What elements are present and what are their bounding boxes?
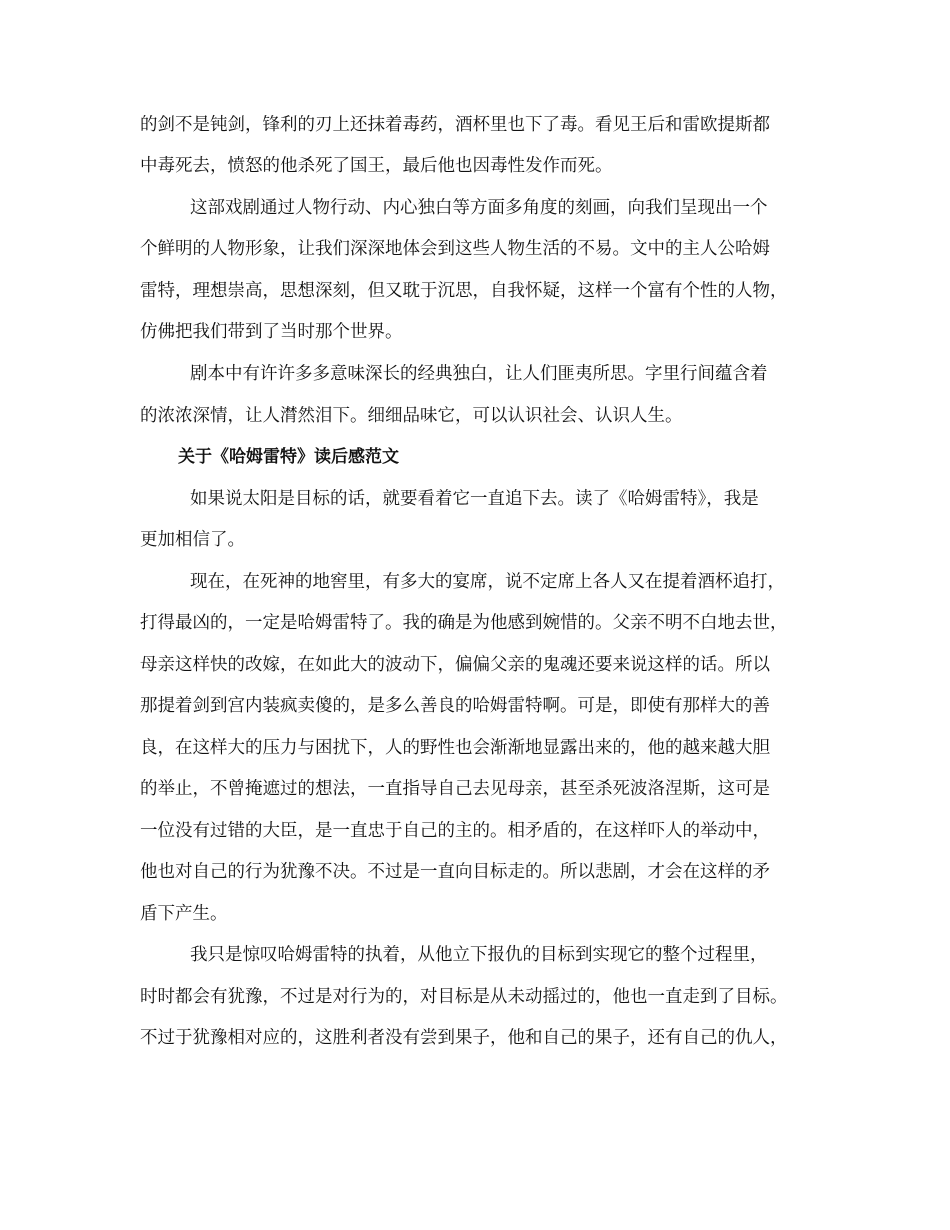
text-line: 打得最凶的，一定是哈姆雷特了。我的确是为他感到婉惜的。父亲不明不白地去世， <box>140 613 788 633</box>
text-line: 中毒死去，愤怒的他杀死了国王，最后他也因毒性发作而死。 <box>140 156 613 176</box>
text-line: 不过于犹豫相对应的，这胜利者没有尝到果子，他和自己的果子，还有自己的仇人， <box>140 1028 788 1048</box>
text-line: 他也对自己的行为犹豫不决。不过是一直向目标走的。所以悲剧，才会在这样的矛 <box>140 862 770 882</box>
section-heading: 关于《哈姆雷特》读后感范文 <box>178 447 399 467</box>
text-line: 时时都会有犹豫，不过是对行为的，对目标是从未动摇过的，他也一直走到了目标。 <box>140 987 788 1007</box>
text-line: 现在，在死神的地窖里，有多大的宴席，说不定席上各人又在提着酒杯追打， <box>190 572 785 592</box>
text-line: 母亲这样快的改嫁，在如此大的波动下，偏偏父亲的鬼魂还要来说这样的话。所以 <box>140 655 770 675</box>
text-line: 盾下产生。 <box>140 904 228 924</box>
text-line: 仿佛把我们带到了当时那个世界。 <box>140 322 403 342</box>
text-line: 这部戏剧通过人物行动、内心独白等方面多角度的刻画，向我们呈现出一个 <box>190 198 768 218</box>
text-line: 剧本中有许许多多意味深长的经典独白，让人们匪夷所思。字里行间蕴含着 <box>190 364 768 384</box>
text-line: 的举止，不曾掩遮过的想法，一直指导自己去见母亲，甚至杀死波洛涅斯，这可是 <box>140 779 770 799</box>
text-line: 雷特，理想崇高，思想深刻，但又耽于沉思，自我怀疑，这样一个富有个性的人物， <box>140 281 788 301</box>
text-line: 更加相信了。 <box>140 530 245 550</box>
text-line: 我只是惊叹哈姆雷特的执着，从他立下报仇的目标到实现它的整个过程里， <box>190 945 768 965</box>
text-line: 一位没有过错的大臣，是一直忠于自己的主的。相矛盾的，在这样吓人的举动中， <box>140 821 770 841</box>
text-line: 的剑不是钝剑，锋利的刃上还抹着毒药，酒杯里也下了毒。看见王后和雷欧提斯都 <box>140 115 770 135</box>
text-line: 个鲜明的人物形象，让我们深深地体会到这些人物生活的不易。文中的主人公哈姆 <box>140 239 770 259</box>
text-line: 的浓浓深情，让人潸然泪下。细细品味它，可以认识社会、认识人生。 <box>140 406 683 426</box>
text-line: 那提着剑到宫内装疯卖傻的，是多么善良的哈姆雷特啊。可是，即使有那样大的善 <box>140 696 770 716</box>
text-line: 如果说太阳是目标的话，就要看着它一直追下去。读了《哈姆雷特》，我是 <box>190 489 759 509</box>
text-line: 良，在这样大的压力与困扰下，人的野性也会渐渐地显露出来的，他的越来越大胆 <box>140 738 770 758</box>
